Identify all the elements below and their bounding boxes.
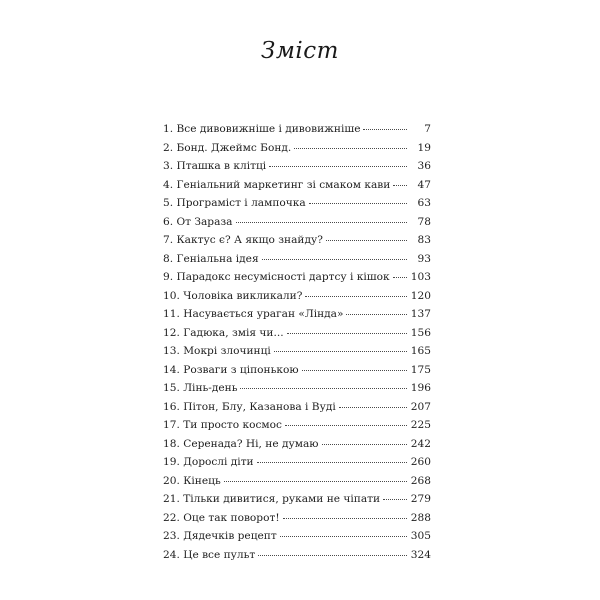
toc-entry-page-number: 305 <box>410 530 431 542</box>
toc-entry <box>163 456 431 475</box>
toc-entry <box>163 512 431 531</box>
toc-entry-page-number: 279 <box>410 493 431 505</box>
toc-entry <box>163 160 431 179</box>
toc-entry-title: 6. От Зараза <box>163 215 233 228</box>
toc-entry-title: 12. Гадюка, змія чи... <box>163 326 284 339</box>
toc-entry-title: 23. Дядечків рецепт <box>163 530 277 542</box>
toc-entry-title: 4. Геніальний маркетинг зі смаком кави <box>163 178 391 191</box>
dot-leader <box>269 166 407 167</box>
toc-entry <box>163 216 431 235</box>
toc-entry-title: 13. Мокрі злочинці <box>163 345 271 357</box>
toc-entry <box>163 179 431 198</box>
toc-entry <box>163 271 431 290</box>
toc-entry <box>163 401 431 420</box>
dot-leader <box>287 333 407 334</box>
toc-entry <box>163 530 431 549</box>
dot-leader <box>339 407 407 408</box>
toc-entry-page-number: 242 <box>410 437 431 450</box>
toc-entry-page-number: 120 <box>410 289 431 302</box>
toc-entry <box>163 142 431 161</box>
toc-entry-page-number: 47 <box>417 178 431 191</box>
dot-leader <box>383 499 407 500</box>
toc-entry-page-number: 324 <box>410 548 431 561</box>
toc-entry-title: 10. Чоловіка викликали? <box>163 289 303 302</box>
toc-entry-title: 2. Бонд. Джеймс Бонд. <box>163 141 292 154</box>
toc-entry <box>163 382 431 401</box>
toc-entry-page-number: 260 <box>410 456 431 468</box>
dot-leader <box>274 351 407 352</box>
toc-entry <box>163 549 431 568</box>
dot-leader <box>322 444 407 445</box>
dot-leader <box>280 536 407 537</box>
toc-entry-title: 14. Розваги з ціпонькою <box>163 363 299 376</box>
toc-entry-page-number: 36 <box>417 160 431 172</box>
toc-entry-title: 8. Геніальна ідея <box>163 252 259 265</box>
toc-entry <box>163 253 431 272</box>
dot-leader <box>236 222 408 223</box>
dot-leader <box>240 388 406 389</box>
toc-entry <box>163 123 431 142</box>
toc-entry-title: 19. Дорослі діти <box>163 456 254 468</box>
toc-entry-title: 3. Пташка в клітці <box>163 160 267 172</box>
toc-entry <box>163 364 431 383</box>
dot-leader <box>326 240 407 241</box>
toc-entry-page-number: 288 <box>410 511 431 524</box>
toc-entry-page-number: 196 <box>410 382 431 394</box>
toc-entry-page-number: 7 <box>424 123 431 135</box>
dot-leader <box>257 462 407 463</box>
toc-entry-title: 21. Тільки дивитися, руками не чіпати <box>163 493 381 505</box>
toc-entry-title: 1. Все дивовижніше і дивовижніше <box>163 123 361 135</box>
dot-leader <box>262 259 407 260</box>
toc-entry-page-number: 103 <box>410 271 431 283</box>
toc-entry-page-number: 156 <box>410 326 431 339</box>
dot-leader <box>363 129 407 130</box>
toc-entry-title: 20. Кінець <box>163 474 221 487</box>
toc-entry <box>163 493 431 512</box>
toc-entry-title: 11. Насувається ураган «Лінда» <box>163 308 344 320</box>
toc-entry-page-number: 165 <box>410 345 431 357</box>
dot-leader <box>285 425 407 426</box>
toc-entry-page-number: 19 <box>417 141 431 154</box>
toc-entry-page-number: 137 <box>410 308 431 320</box>
dot-leader <box>305 296 406 297</box>
dot-leader <box>258 555 406 556</box>
page-title: Зміст <box>261 38 339 64</box>
toc-entry <box>163 438 431 457</box>
toc-entry-title: 16. Пітон, Блу, Казанова і Вуді <box>163 400 336 413</box>
toc-entry <box>163 327 431 346</box>
toc-entry-title: 17. Ти просто космос <box>163 419 282 431</box>
toc-entry-page-number: 225 <box>410 419 431 431</box>
toc-entry <box>163 345 431 364</box>
dot-leader <box>302 370 407 371</box>
dot-leader <box>283 518 407 519</box>
toc-entry <box>163 290 431 309</box>
toc-entry <box>163 475 431 494</box>
table-of-contents <box>163 123 431 567</box>
dot-leader <box>294 148 407 149</box>
toc-entry-page-number: 93 <box>417 252 431 265</box>
dot-leader <box>224 481 407 482</box>
toc-entry-title: 7. Кактус є? А якщо знайду? <box>163 234 323 246</box>
toc-entry <box>163 308 431 327</box>
toc-entry-page-number: 207 <box>410 400 431 413</box>
dot-leader <box>393 185 407 186</box>
toc-entry-title: 22. Оце так поворот! <box>163 511 280 524</box>
toc-entry-title: 15. Лінь-день <box>163 382 238 394</box>
dot-leader <box>393 277 407 278</box>
dot-leader <box>346 314 406 315</box>
toc-entry <box>163 419 431 438</box>
toc-entry-page-number: 83 <box>417 234 431 246</box>
toc-entry <box>163 197 431 216</box>
dot-leader <box>309 203 407 204</box>
toc-entry-page-number: 175 <box>410 363 431 376</box>
toc-entry-page-number: 268 <box>410 474 431 487</box>
toc-entry-title: 5. Програміст і лампочка <box>163 197 306 209</box>
toc-entry-title: 9. Парадокс несумісності дартсу і кішок <box>163 271 390 283</box>
toc-entry-title: 24. Це все пульт <box>163 548 256 561</box>
toc-entry-title: 18. Серенада? Ні, не думаю <box>163 437 319 450</box>
toc-entry-page-number: 78 <box>417 215 431 228</box>
toc-entry-page-number: 63 <box>417 197 431 209</box>
toc-entry <box>163 234 431 253</box>
